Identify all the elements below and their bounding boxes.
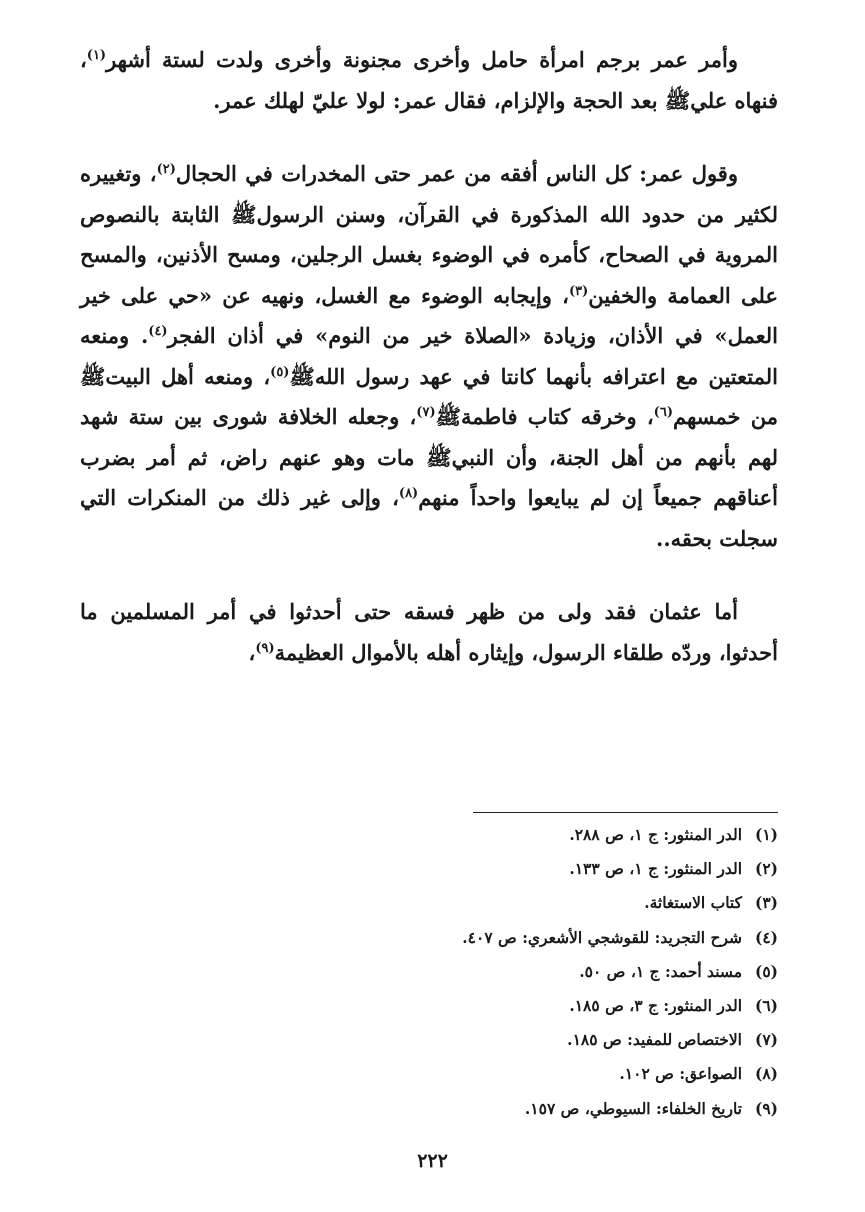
paragraph-spacer (80, 121, 778, 154)
footnote-item (258, 921, 778, 955)
footnote-text: شرح التجريد: للقوشجي الأشعري: ص ٤٠٧. (462, 927, 742, 947)
footnote-item (258, 989, 778, 1023)
footnote-number: (٦) (754, 996, 778, 1016)
text-run: ، (248, 639, 256, 665)
footnote-number: (٣) (754, 893, 778, 913)
footnote-item (258, 1092, 778, 1126)
footnote-ref-7[interactable]: (٧) (416, 405, 436, 420)
text-run: وقول عمر: كل الناس أفقه من عمر حتى المخدرات في الحجال (175, 161, 738, 186)
footnote-text: كتاب الاستغاثة. (644, 893, 742, 913)
footnote-number: (٨) (754, 1064, 778, 1084)
page-body (80, 40, 778, 673)
text-run: ، وإلى غير ذلك من المنكرات التي سجلت بحقه.. (80, 485, 778, 551)
footnote-ref-3[interactable]: (٣) (568, 283, 589, 299)
footnote-item (258, 818, 778, 852)
footnote-item (258, 955, 778, 989)
footnotes-list (258, 818, 778, 1126)
text-run: ، فنهاه عليﷺ بعد الحجة والإلزام، فقال عمر: لولا عليّ لهلك عمر. (80, 47, 778, 113)
footnote-text: الاختصاص للمفيد: ص ١٨٥. (567, 1030, 742, 1050)
text-run: ، وتغييره لكثير من حدود الله المذكورة في القرآن، وسنن الرسولﷺ الثابتة بالنصوص المروية في الصحاح، كأمره في الوضوء بغسل الرجلين، ومسح الأذنين، والمسح على العمامة والخفين (80, 161, 778, 308)
footnote-number: (١) (754, 825, 778, 844)
paragraph-1 (80, 40, 778, 121)
footnote-separator (473, 812, 778, 813)
footnote-number: (٩) (754, 1098, 778, 1118)
footnote-number: (٧) (754, 1030, 778, 1050)
footnote-text: تاريخ الخلفاء: السيوطي، ص ١٥٧. (524, 1098, 742, 1118)
footnote-ref-5[interactable]: (٥) (270, 364, 290, 380)
footnote-item (258, 1057, 778, 1091)
paragraph-3 (80, 592, 778, 673)
paragraph-spacer (80, 559, 778, 592)
footnote-ref-4[interactable]: (٤) (148, 324, 168, 339)
footnote-text: الدر المنثور: ج ٣، ص ١٨٥. (569, 996, 742, 1016)
footnote-number: (٤) (754, 927, 778, 947)
footnote-ref-1[interactable]: (١) (86, 48, 107, 63)
footnote-ref-8[interactable]: (٨) (398, 486, 419, 501)
footnote-number: (٢) (754, 859, 778, 879)
text-run: ، وإيجابه الوضوء مع الغسل، ونهيه عن «حي على خير العمل» في الأذان، وزيادة «الصلاة خير من النوم» في أذان الفجر (80, 282, 778, 348)
footnote-text: الدر المنثور: ج ١، ص ٢٨٨. (569, 825, 742, 844)
text-run: ، وجعله الخلافة شورى بين ستة شهد لهم بأنهم من أهل الجنة، وأن النبيﷺ مات وهو عنهم راض، ثم أمر بضرب أعناقهم جميعاً إن لم يبايعوا واحداً منهم (80, 404, 778, 510)
footnote-text: الصواعق: ص ١٠٢. (619, 1064, 742, 1084)
text-run: أما عثمان فقد ولى من ظهر فسقه حتى أحدثوا في أمر المسلمين ما أحدثوا، وردّه طلقاء الرسول، وإيثاره أهله بالأموال العظيمة (80, 599, 778, 665)
paragraph-2 (80, 154, 778, 559)
footnote-ref-2[interactable]: (٢) (156, 162, 176, 177)
text-run: ، وخرقه كتاب فاطمةﷺ (435, 404, 654, 429)
page-number: ٢٢٢ (417, 1150, 448, 1172)
footnote-item (258, 886, 778, 920)
footnote-item (258, 852, 778, 886)
footnote-item (258, 1023, 778, 1057)
footnote-ref-9[interactable]: (٩) (255, 640, 275, 656)
main-text (80, 40, 778, 673)
text-run: ، ومنعه أهل البيتﷺ من خمسهم (80, 363, 779, 429)
footnote-text: مسند أحمد: ج ١، ص ٥٠. (579, 961, 742, 981)
footnote-text: الدر المنثور: ج ١، ص ١٣٣. (569, 859, 742, 879)
text-run: . ومنعه المتعتين مع اعترافه بأنهما كانتا في عهد رسول اللهﷺ (80, 323, 778, 389)
footnote-ref-6[interactable]: (٦) (653, 405, 673, 420)
text-run: وأمر عمر برجم امرأة حامل وأخرى مجنونة وأخرى ولدت لستة أشهر (106, 47, 738, 72)
footnote-number: (٥) (754, 961, 778, 981)
